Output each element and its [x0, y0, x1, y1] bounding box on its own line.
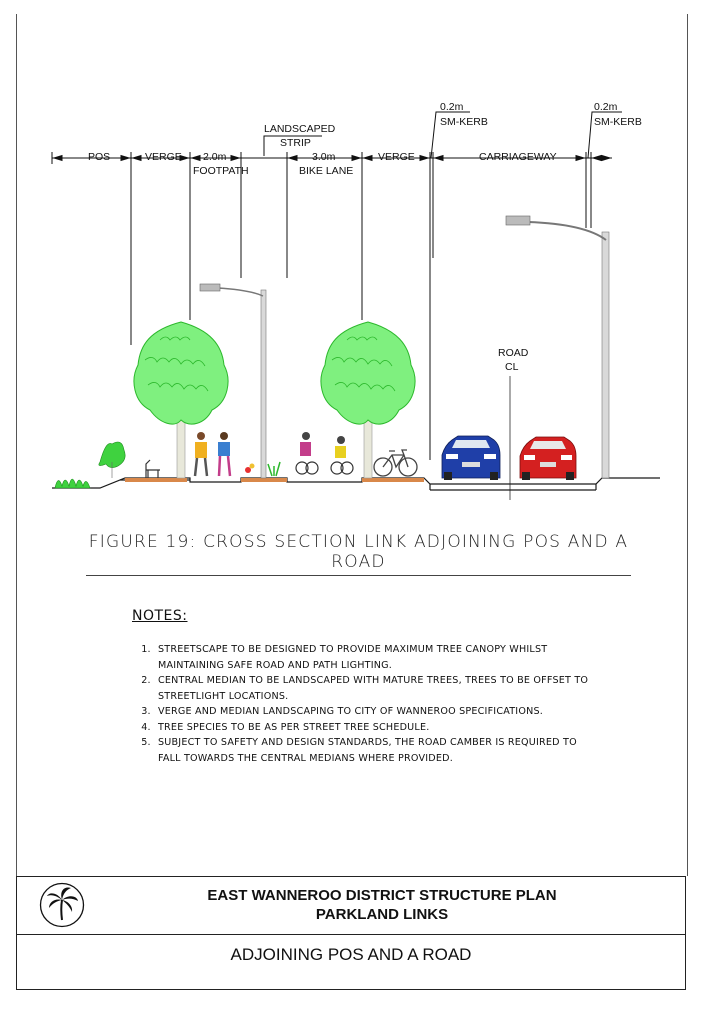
label-footpath-width: 2.0m: [203, 151, 227, 163]
label-kerb2: SM-KERB: [594, 116, 642, 128]
notes-list: [132, 642, 592, 766]
label-landscaped-2: STRIP: [280, 137, 311, 149]
notes-heading: NOTES:: [132, 608, 188, 624]
note-item: 4. TREE SPECIES TO BE AS PER STREET TREE SCHEDULE.: [154, 720, 592, 736]
label-carriageway: CARRIAGEWAY: [479, 151, 557, 163]
title-block: [16, 876, 686, 990]
landscaped-strip-bed: [241, 478, 287, 482]
car-red-icon: [520, 437, 576, 480]
verge-right-bed: [362, 478, 424, 482]
label-bike-lane: BIKE LANE: [299, 165, 354, 177]
notes-section: [132, 608, 592, 766]
label-kerb1-width: 0.2m: [440, 101, 464, 113]
note-item: 3. VERGE AND MEDIAN LANDSCAPING TO CITY OF WANNEROO SPECIFICATIONS.: [154, 704, 592, 720]
label-verge-left: VERGE: [145, 151, 182, 163]
note-item: 1. STREETSCAPE TO BE DESIGNED TO PROVIDE MAXIMUM TREE CANOPY WHILST MAINTAINING SAFE ROAD AND PATH LIGHTING.: [154, 642, 592, 673]
verge-garden-bed: [125, 478, 187, 482]
label-kerb1: SM-KERB: [440, 116, 488, 128]
title-block-line-1: EAST WANNEROO DISTRICT STRUCTURE PLAN: [207, 887, 557, 904]
label-kerb2-width: 0.2m: [594, 101, 618, 113]
label-bike-width: 3.0m: [312, 151, 336, 163]
figure-title: FIGURE 19: CROSS SECTION LINK ADJOINING POS AND A ROAD: [86, 532, 631, 576]
bicycle-icon: [374, 450, 417, 476]
label-verge-right: VERGE: [378, 151, 415, 163]
note-item: 5. SUBJECT TO SAFETY AND DESIGN STANDARDS, THE ROAD CAMBER IS REQUIRED TO FALL TOWARDS THE CENTRAL MEDIANS WHERE PROVIDED.: [154, 735, 592, 766]
pedestrians-icon: [195, 432, 230, 476]
cyclists-icon: [296, 432, 353, 474]
label-pos: POS: [88, 151, 111, 163]
label-road-cl-1: ROAD: [498, 347, 529, 359]
pos-shrubs: [55, 442, 125, 488]
title-block-subtitle: ADJOINING POS AND A ROAD: [230, 945, 472, 964]
label-road-cl-2: CL: [505, 361, 519, 373]
title-block-line-2: PARKLAND LINKS: [315, 906, 449, 923]
note-item: 2. CENTRAL MEDIAN TO BE LANDSCAPED WITH MATURE TREES, TREES TO BE OFFSET TO STREETLIGHT LOCATIONS.: [154, 673, 592, 704]
car-blue-icon: [442, 436, 500, 480]
title-block-header: [17, 877, 685, 935]
tree-left: [134, 322, 228, 478]
bench-icon: [146, 460, 160, 478]
label-footpath: FOOTPATH: [193, 165, 249, 177]
label-landscaped-1: LANDSCAPED: [264, 123, 336, 135]
